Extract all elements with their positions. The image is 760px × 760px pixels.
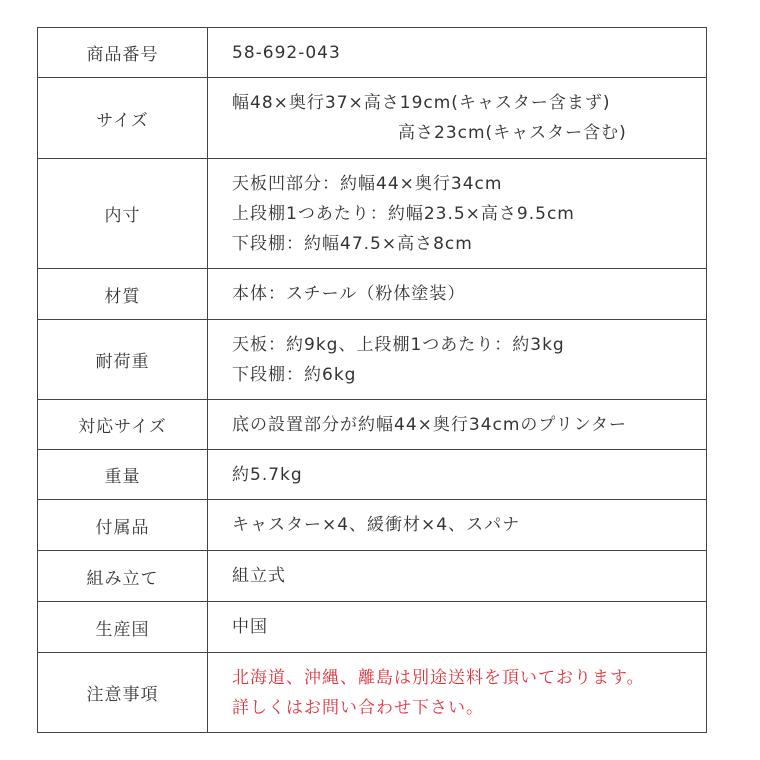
value-line: 詳しくはお問い合わせ下さい。 [232, 697, 484, 718]
value-inner-size [208, 159, 707, 269]
value-line: 北海道、沖縄、離島は別途送料を頂いております。 [232, 667, 645, 688]
value-line: 底の設置部分が約幅44×奥行34cmのプリンター [232, 414, 628, 435]
value-product-number [208, 28, 707, 78]
row-weight [38, 450, 707, 500]
value-line: 約5.7kg [232, 464, 303, 485]
row-assembly [38, 551, 707, 602]
label-load-capacity: 耐荷重 [38, 320, 208, 400]
value-material [208, 269, 707, 320]
label-country-of-origin: 生産国 [38, 602, 208, 653]
value-load-capacity [208, 320, 707, 400]
row-accessories [38, 500, 707, 551]
value-assembly [208, 551, 707, 602]
value-size [208, 78, 707, 159]
row-country-of-origin [38, 602, 707, 653]
row-size [38, 78, 707, 159]
value-line: 本体：スチール（粉体塗装） [232, 284, 466, 304]
label-inner-size: 内寸 [38, 159, 208, 269]
value-line: 高さ23cm(キャスター含む) [398, 123, 627, 143]
row-notes [38, 653, 707, 733]
value-accessories [208, 500, 707, 551]
value-country-of-origin [208, 602, 707, 653]
row-inner-size [38, 159, 707, 269]
label-accessories: 付属品 [38, 500, 208, 551]
value-weight [208, 450, 707, 500]
value-line: 下段棚：約6kg [232, 364, 357, 385]
row-material [38, 269, 707, 320]
value-line: 58-692-043 [232, 42, 341, 63]
label-weight: 重量 [38, 450, 208, 500]
row-compatible-size [38, 400, 707, 450]
label-notes: 注意事項 [38, 653, 208, 733]
value-compatible-size [208, 400, 707, 450]
spec-table [37, 27, 707, 733]
value-line: 上段棚1つあたり：約幅23.5×高さ9.5cm [232, 203, 575, 224]
value-line: 天板：約9kg、上段棚1つあたり：約3kg [232, 334, 565, 355]
value-line: キャスター×4、緩衝材×4、スパナ [232, 515, 521, 535]
label-size: サイズ [38, 78, 208, 159]
label-product-number: 商品番号 [38, 28, 208, 78]
value-line: 天板凹部分：約幅44×奥行34cm [232, 173, 503, 194]
label-assembly: 組み立て [38, 551, 208, 602]
row-product-number [38, 28, 707, 78]
value-line: 組立式 [232, 566, 286, 586]
value-line: 中国 [232, 617, 268, 637]
value-line: 下段棚：約幅47.5×高さ8cm [232, 233, 473, 254]
value-line: 幅48×奥行37×高さ19cm(キャスター含まず) [232, 93, 611, 113]
value-notes [208, 653, 707, 733]
row-load-capacity [38, 320, 707, 400]
label-material: 材質 [38, 269, 208, 320]
label-compatible-size: 対応サイズ [38, 400, 208, 450]
